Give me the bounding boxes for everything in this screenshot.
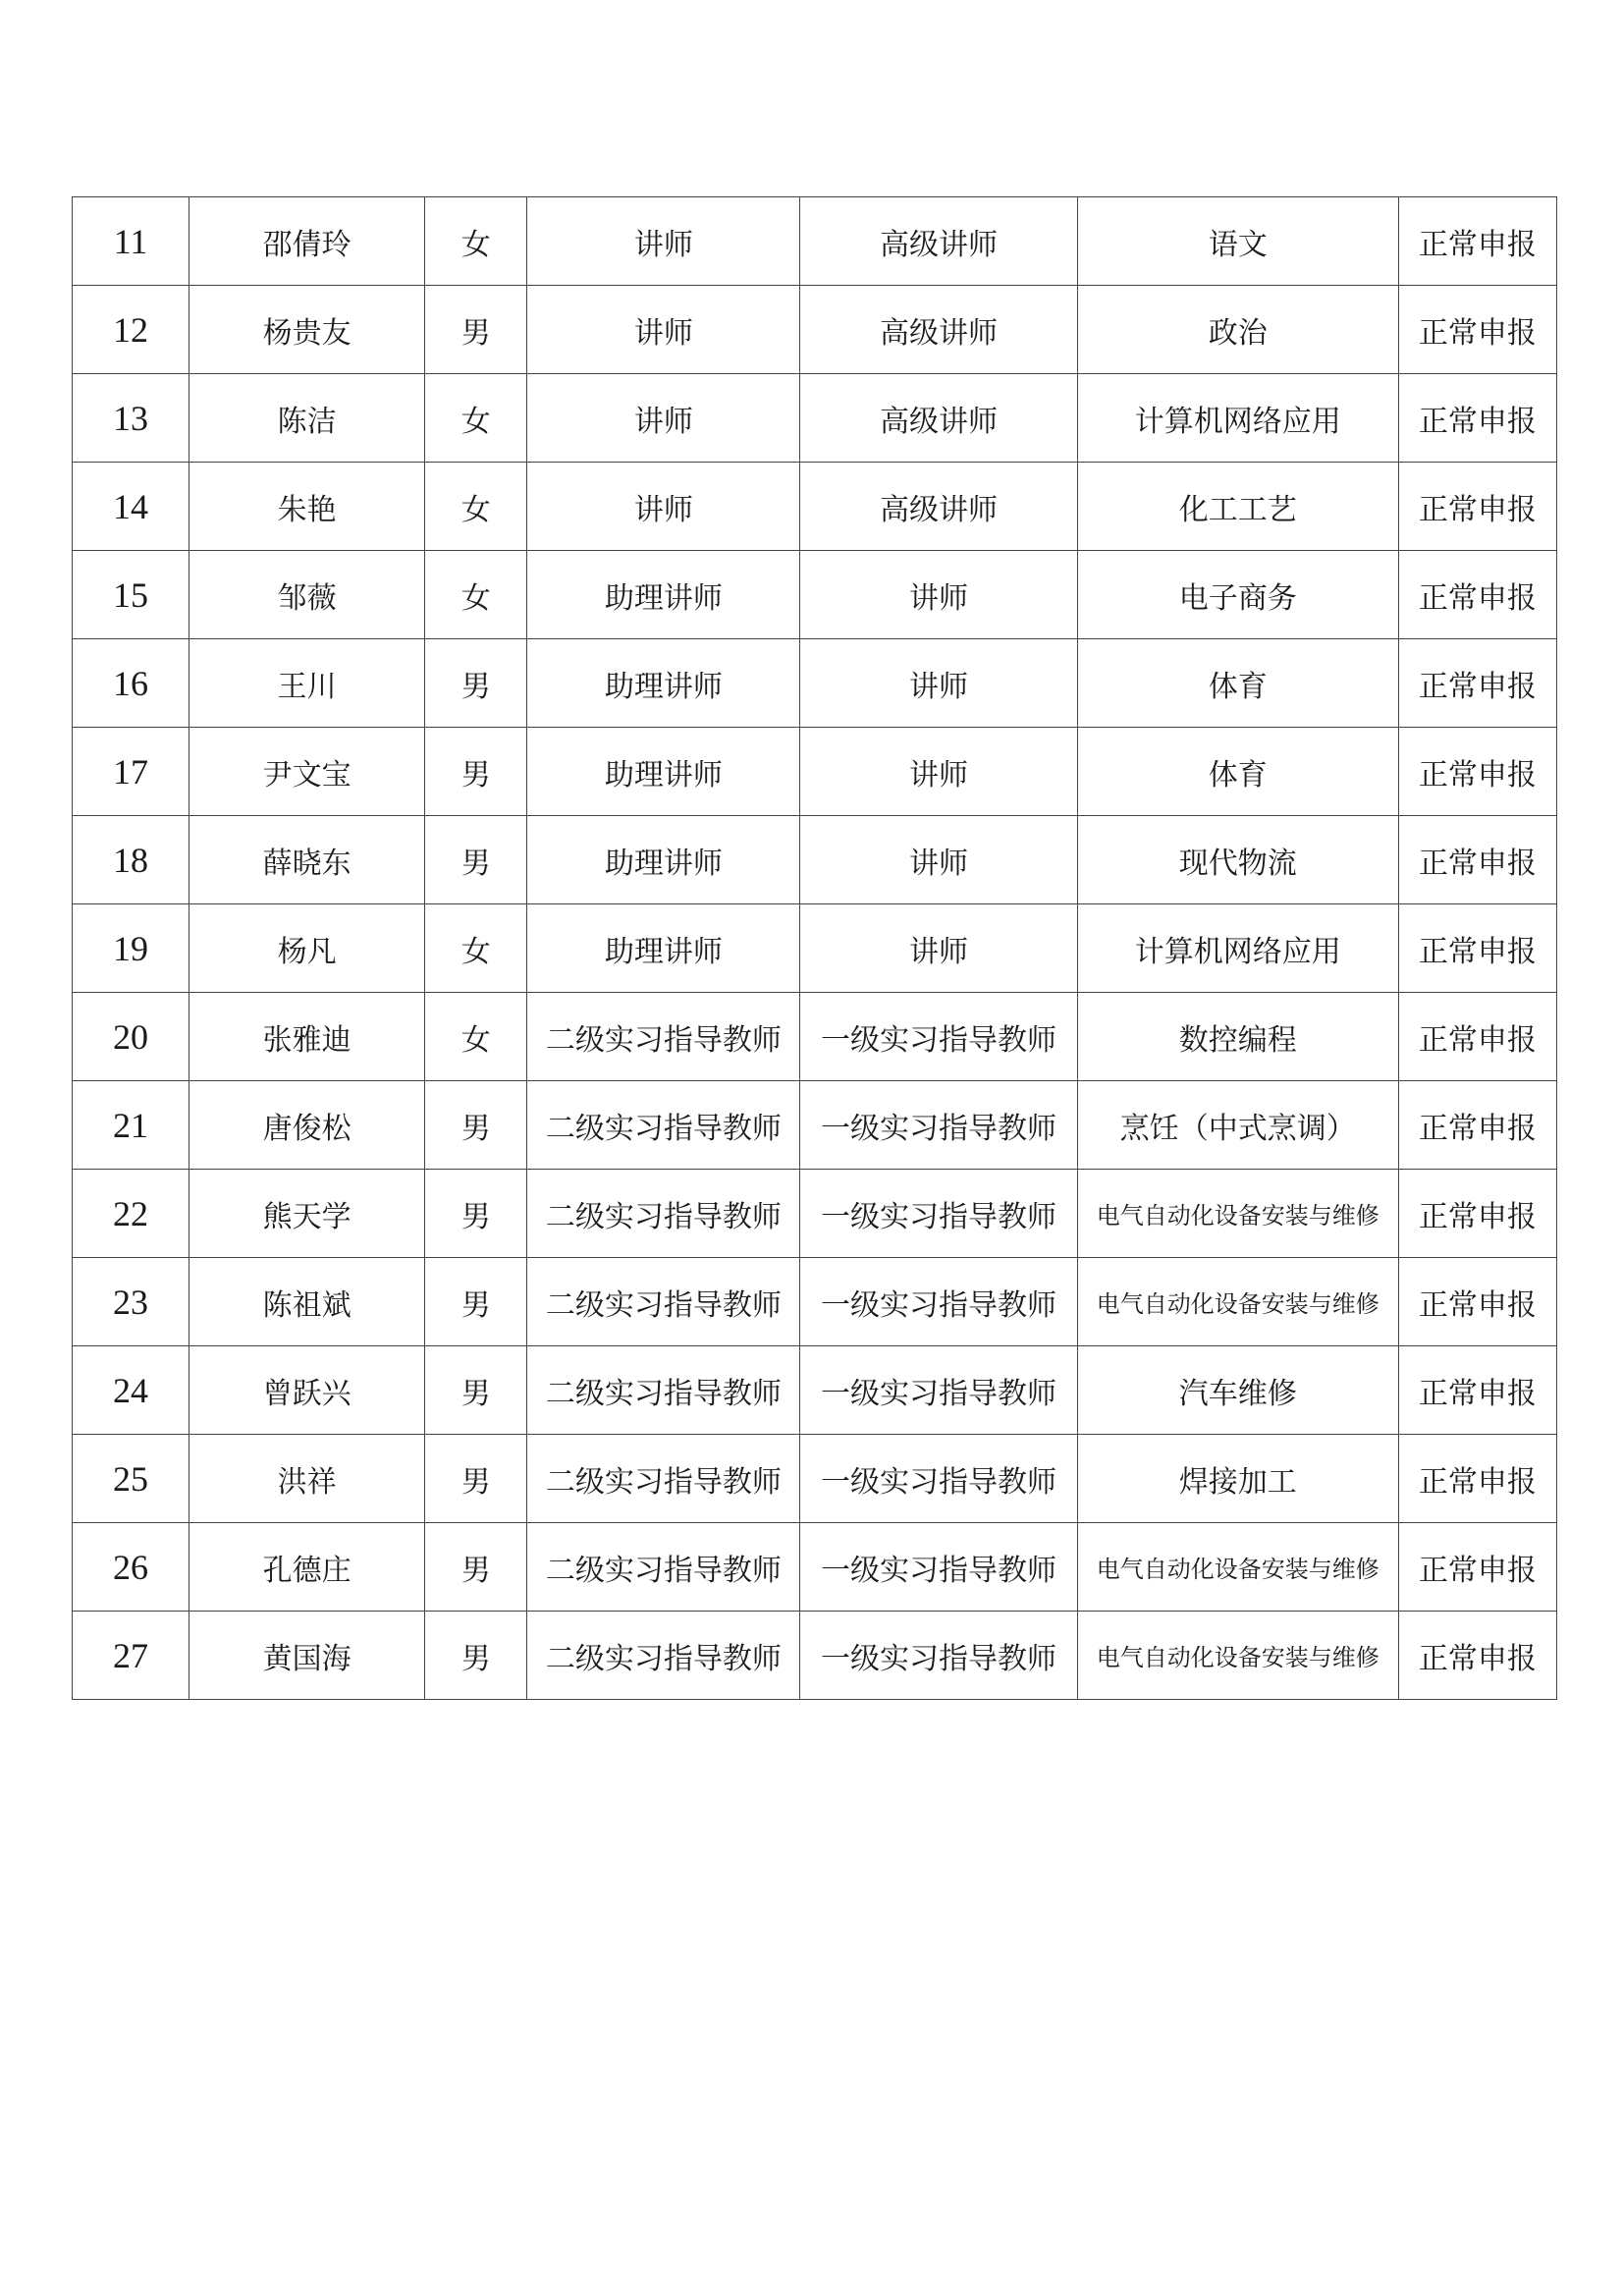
name-cell: 曾跃兴 (189, 1346, 425, 1435)
table-row (73, 374, 1557, 463)
row-number-cell: 21 (73, 1081, 189, 1170)
gender-cell: 女 (425, 993, 527, 1081)
gender-cell: 男 (425, 1346, 527, 1435)
applied-title-cell: 高级讲师 (800, 463, 1077, 551)
major-cell: 汽车维修 (1077, 1346, 1398, 1435)
status-cell: 正常申报 (1398, 286, 1556, 374)
name-cell: 邵倩玲 (189, 197, 425, 286)
status-cell: 正常申报 (1398, 728, 1556, 816)
gender-cell: 男 (425, 1258, 527, 1346)
row-number-cell: 25 (73, 1435, 189, 1523)
status-cell: 正常申报 (1398, 1081, 1556, 1170)
name-cell: 孔德庄 (189, 1523, 425, 1612)
current-title-cell: 讲师 (527, 463, 800, 551)
status-cell: 正常申报 (1398, 1346, 1556, 1435)
status-cell: 正常申报 (1398, 551, 1556, 639)
row-number-cell: 23 (73, 1258, 189, 1346)
major-cell: 计算机网络应用 (1077, 904, 1398, 993)
status-cell: 正常申报 (1398, 1612, 1556, 1700)
status-cell: 正常申报 (1398, 904, 1556, 993)
applied-title-cell: 一级实习指导教师 (800, 993, 1077, 1081)
applicant-table (72, 196, 1557, 1700)
gender-cell: 男 (425, 1081, 527, 1170)
table-row (73, 463, 1557, 551)
gender-cell: 男 (425, 286, 527, 374)
applied-title-cell: 一级实习指导教师 (800, 1612, 1077, 1700)
row-number-cell: 15 (73, 551, 189, 639)
applied-title-cell: 一级实习指导教师 (800, 1258, 1077, 1346)
name-cell: 杨贵友 (189, 286, 425, 374)
status-cell: 正常申报 (1398, 639, 1556, 728)
row-number-cell: 27 (73, 1612, 189, 1700)
row-number-cell: 11 (73, 197, 189, 286)
table-row (73, 197, 1557, 286)
current-title-cell: 助理讲师 (527, 904, 800, 993)
major-cell: 体育 (1077, 639, 1398, 728)
applied-title-cell: 高级讲师 (800, 374, 1077, 463)
name-cell: 熊天学 (189, 1170, 425, 1258)
row-number-cell: 17 (73, 728, 189, 816)
name-cell: 邹薇 (189, 551, 425, 639)
table-row (73, 1170, 1557, 1258)
row-number-cell: 26 (73, 1523, 189, 1612)
status-cell: 正常申报 (1398, 816, 1556, 904)
name-cell: 杨凡 (189, 904, 425, 993)
major-cell: 电子商务 (1077, 551, 1398, 639)
applied-title-cell: 讲师 (800, 728, 1077, 816)
current-title-cell: 二级实习指导教师 (527, 1170, 800, 1258)
name-cell: 黄国海 (189, 1612, 425, 1700)
status-cell: 正常申报 (1398, 1170, 1556, 1258)
applied-title-cell: 讲师 (800, 904, 1077, 993)
gender-cell: 女 (425, 374, 527, 463)
row-number-cell: 22 (73, 1170, 189, 1258)
status-cell: 正常申报 (1398, 1523, 1556, 1612)
gender-cell: 男 (425, 1435, 527, 1523)
table-row (73, 1523, 1557, 1612)
major-cell: 电气自动化设备安装与维修 (1077, 1170, 1398, 1258)
current-title-cell: 二级实习指导教师 (527, 1523, 800, 1612)
table-row (73, 1258, 1557, 1346)
applied-title-cell: 一级实习指导教师 (800, 1081, 1077, 1170)
gender-cell: 男 (425, 1170, 527, 1258)
gender-cell: 男 (425, 1612, 527, 1700)
major-cell: 政治 (1077, 286, 1398, 374)
status-cell: 正常申报 (1398, 463, 1556, 551)
status-cell: 正常申报 (1398, 1258, 1556, 1346)
major-cell: 计算机网络应用 (1077, 374, 1398, 463)
name-cell: 王川 (189, 639, 425, 728)
applied-title-cell: 一级实习指导教师 (800, 1523, 1077, 1612)
gender-cell: 女 (425, 551, 527, 639)
row-number-cell: 14 (73, 463, 189, 551)
gender-cell: 男 (425, 1523, 527, 1612)
gender-cell: 男 (425, 728, 527, 816)
table-row (73, 639, 1557, 728)
applied-title-cell: 讲师 (800, 816, 1077, 904)
table-row (73, 286, 1557, 374)
current-title-cell: 二级实习指导教师 (527, 993, 800, 1081)
major-cell: 电气自动化设备安装与维修 (1077, 1612, 1398, 1700)
table-row (73, 1346, 1557, 1435)
table-row (73, 1435, 1557, 1523)
row-number-cell: 20 (73, 993, 189, 1081)
current-title-cell: 二级实习指导教师 (527, 1081, 800, 1170)
current-title-cell: 助理讲师 (527, 728, 800, 816)
table-row (73, 551, 1557, 639)
name-cell: 尹文宝 (189, 728, 425, 816)
major-cell: 数控编程 (1077, 993, 1398, 1081)
applied-title-cell: 高级讲师 (800, 197, 1077, 286)
major-cell: 烹饪（中式烹调） (1077, 1081, 1398, 1170)
current-title-cell: 助理讲师 (527, 639, 800, 728)
current-title-cell: 讲师 (527, 374, 800, 463)
current-title-cell: 二级实习指导教师 (527, 1435, 800, 1523)
applied-title-cell: 一级实习指导教师 (800, 1435, 1077, 1523)
gender-cell: 女 (425, 197, 527, 286)
current-title-cell: 讲师 (527, 286, 800, 374)
status-cell: 正常申报 (1398, 993, 1556, 1081)
major-cell: 语文 (1077, 197, 1398, 286)
name-cell: 唐俊松 (189, 1081, 425, 1170)
major-cell: 化工工艺 (1077, 463, 1398, 551)
table-row (73, 1081, 1557, 1170)
table-row (73, 904, 1557, 993)
table-body (73, 197, 1557, 1700)
applied-title-cell: 一级实习指导教师 (800, 1346, 1077, 1435)
gender-cell: 女 (425, 904, 527, 993)
applied-title-cell: 高级讲师 (800, 286, 1077, 374)
applied-title-cell: 一级实习指导教师 (800, 1170, 1077, 1258)
major-cell: 现代物流 (1077, 816, 1398, 904)
table-row (73, 993, 1557, 1081)
major-cell: 电气自动化设备安装与维修 (1077, 1523, 1398, 1612)
major-cell: 体育 (1077, 728, 1398, 816)
name-cell: 朱艳 (189, 463, 425, 551)
name-cell: 张雅迪 (189, 993, 425, 1081)
status-cell: 正常申报 (1398, 197, 1556, 286)
table-row (73, 816, 1557, 904)
current-title-cell: 助理讲师 (527, 551, 800, 639)
applied-title-cell: 讲师 (800, 551, 1077, 639)
gender-cell: 男 (425, 816, 527, 904)
status-cell: 正常申报 (1398, 374, 1556, 463)
major-cell: 焊接加工 (1077, 1435, 1398, 1523)
status-cell: 正常申报 (1398, 1435, 1556, 1523)
row-number-cell: 24 (73, 1346, 189, 1435)
row-number-cell: 16 (73, 639, 189, 728)
current-title-cell: 助理讲师 (527, 816, 800, 904)
name-cell: 薛晓东 (189, 816, 425, 904)
name-cell: 洪祥 (189, 1435, 425, 1523)
row-number-cell: 13 (73, 374, 189, 463)
major-cell: 电气自动化设备安装与维修 (1077, 1258, 1398, 1346)
gender-cell: 男 (425, 639, 527, 728)
applied-title-cell: 讲师 (800, 639, 1077, 728)
table-row (73, 1612, 1557, 1700)
name-cell: 陈洁 (189, 374, 425, 463)
row-number-cell: 12 (73, 286, 189, 374)
row-number-cell: 18 (73, 816, 189, 904)
current-title-cell: 讲师 (527, 197, 800, 286)
current-title-cell: 二级实习指导教师 (527, 1612, 800, 1700)
gender-cell: 女 (425, 463, 527, 551)
name-cell: 陈祖斌 (189, 1258, 425, 1346)
current-title-cell: 二级实习指导教师 (527, 1258, 800, 1346)
row-number-cell: 19 (73, 904, 189, 993)
current-title-cell: 二级实习指导教师 (527, 1346, 800, 1435)
table-row (73, 728, 1557, 816)
